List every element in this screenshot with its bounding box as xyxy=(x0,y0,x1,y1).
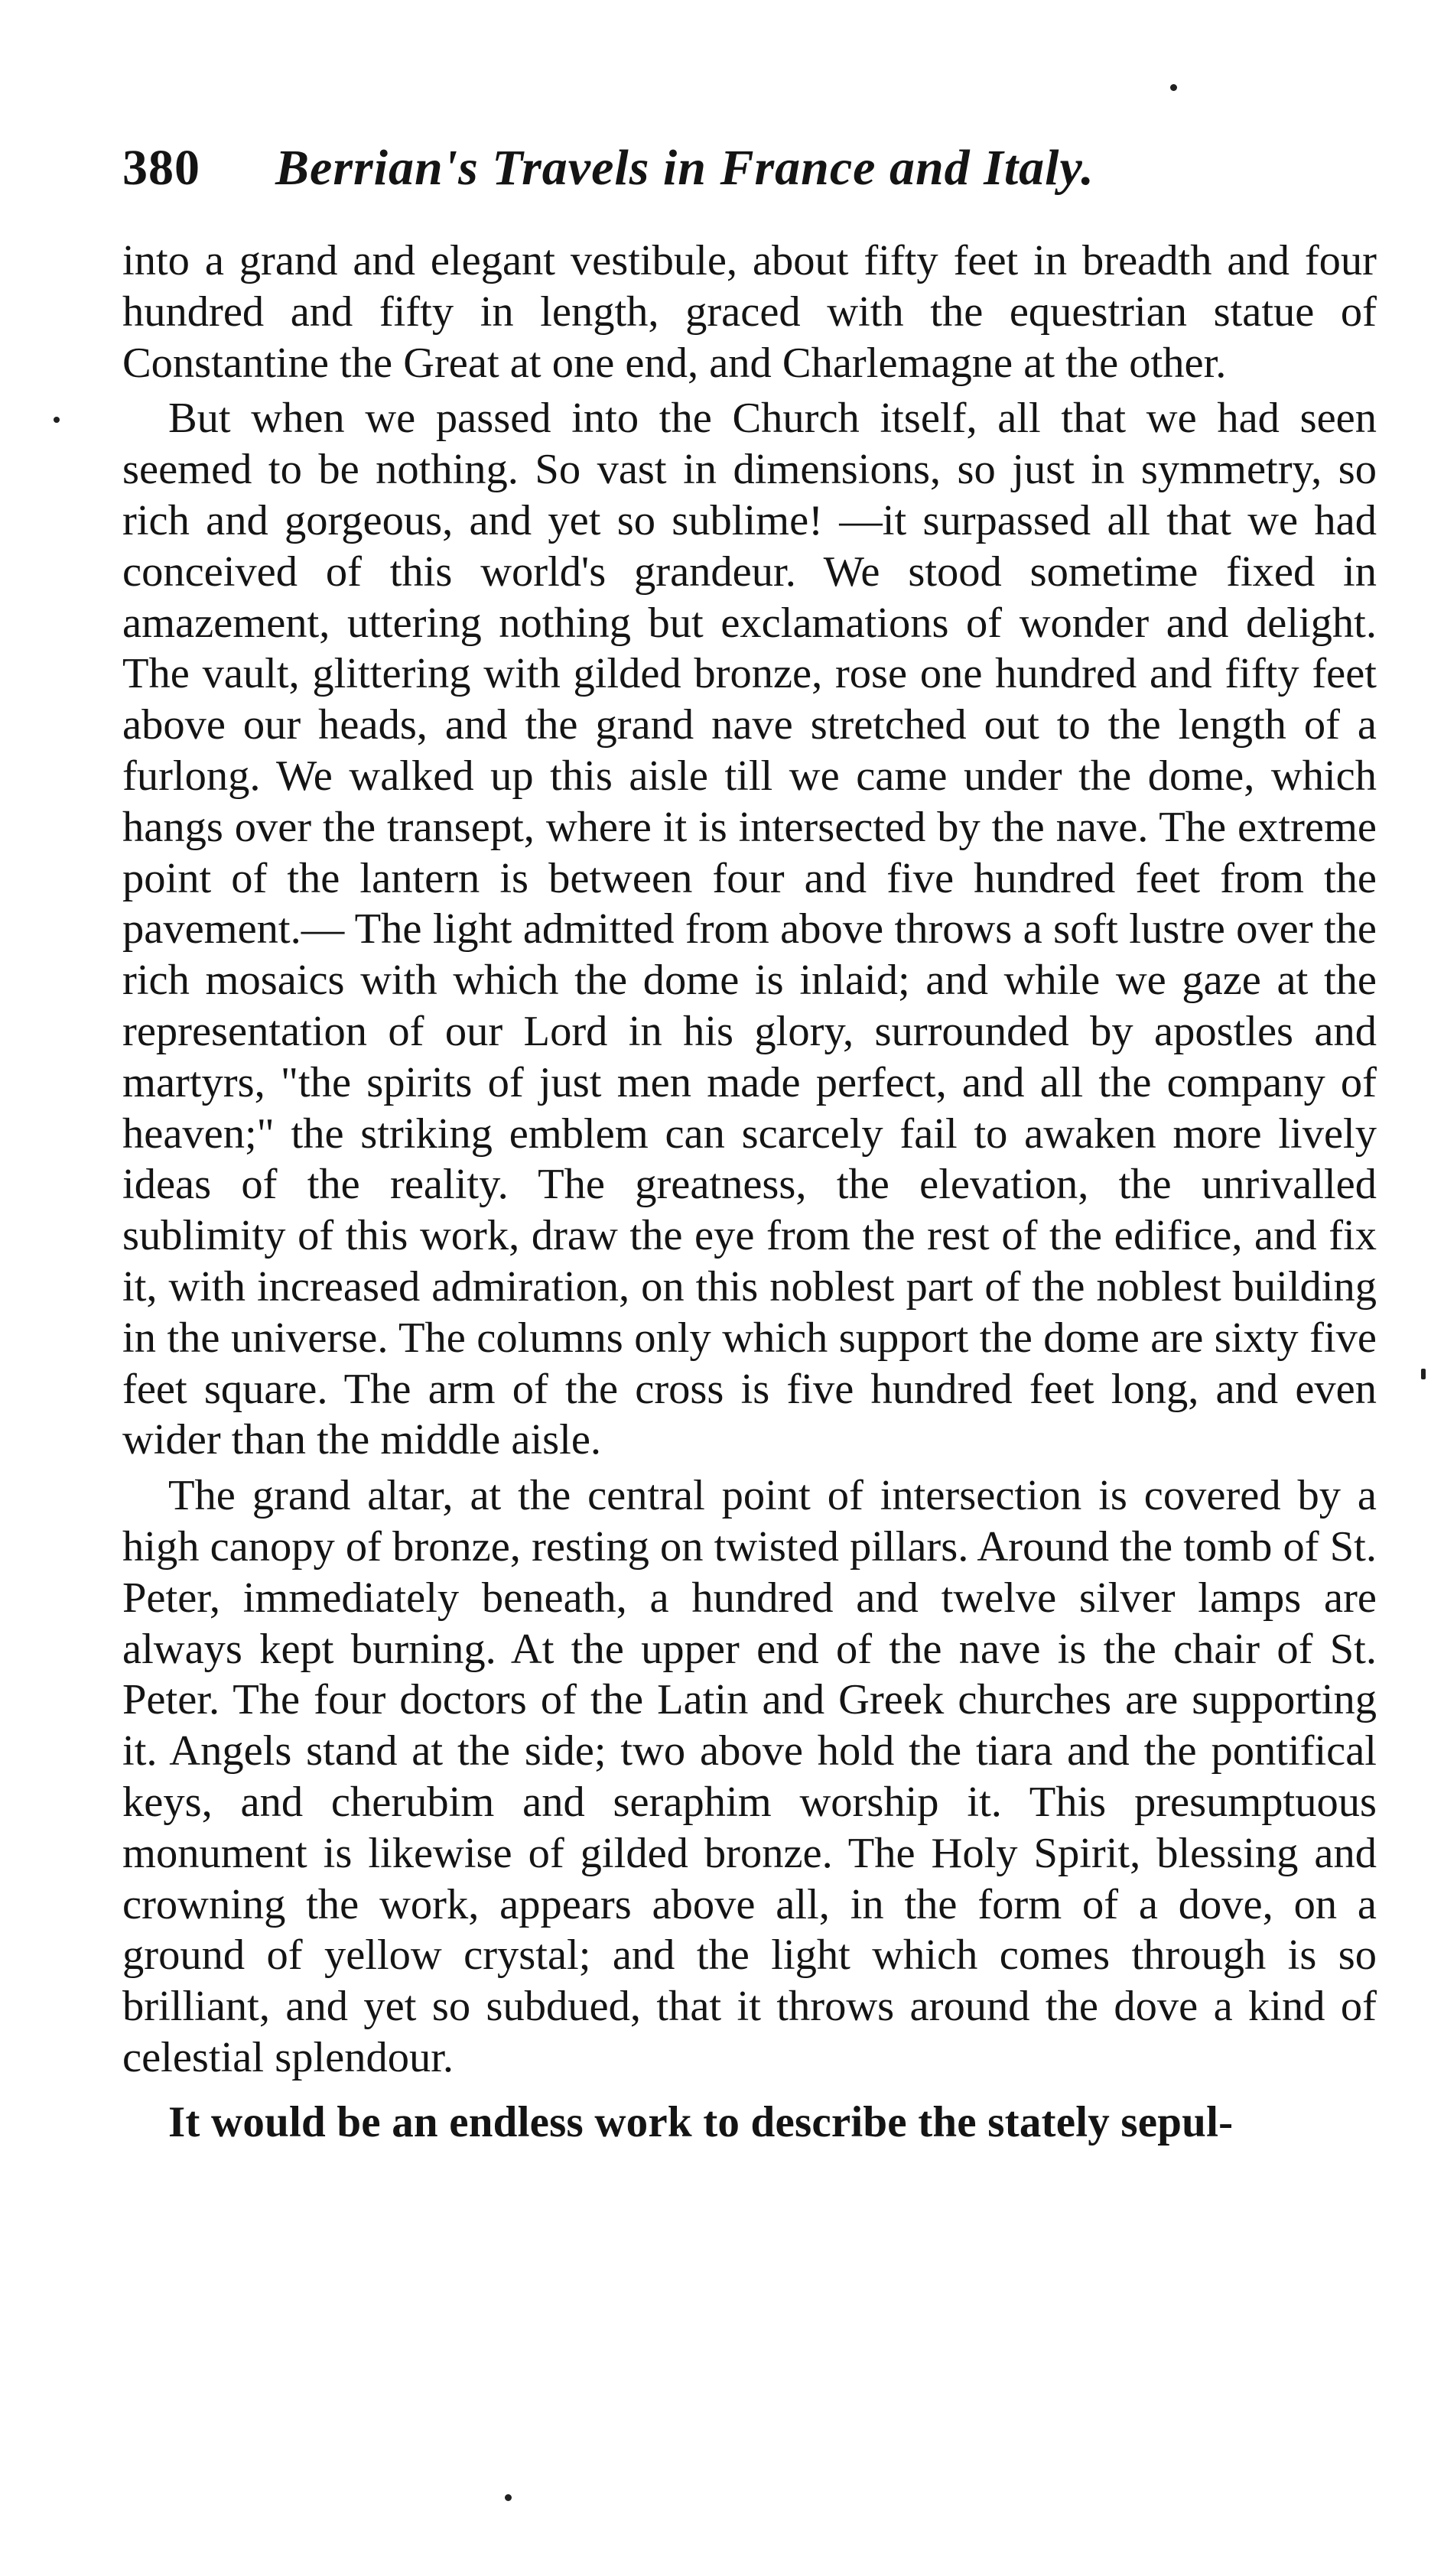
paragraph: But when we passed into the Church itself, all that we had seen seemed to be nothing. So vast in dimensions, so just in symmetry, so rich and gorgeous, and yet so sublime! —it surpassed all that we had conceived of this world's grandeur. We stood sometime fixed in amazement, uttering nothing but exclamations of wonder and delight. The vault, glittering with gilded bronze, rose one hundred and fifty feet above our heads, and the grand nave stretched out to the length of a furlong. We walked up this aisle till we came under the dome, which hangs over the transept, where it is intersected by the nave. The extreme point of the lantern is between four and five hundred feet from the pavement.— The light admitted from above throws a soft lustre over the rich mosaics with which the dome is inlaid; and while we gaze at the representation of our Lord in his glory, surrounded by apostles and martyrs, "the spirits of just men made perfect, and all the company of heaven;" the striking emblem can scarcely fail to awaken more lively ideas of the reality. The greatness, the elevation, the unrivalled sublimity of this work, draw the eye from the rest of the edifice, and fix it, with increased admiration, on this noblest part of the noblest building in the universe. The columns only which support the dome are sixty five feet square. The arm of the cross is five hundred feet long, and even wider than the middle aisle. xyxy=(122,395,1377,1464)
ink-speck xyxy=(505,2494,512,2501)
ink-speck xyxy=(54,417,60,423)
body-text xyxy=(122,236,1377,2148)
book-page xyxy=(122,138,1377,2148)
running-head xyxy=(122,138,1377,199)
ink-speck xyxy=(1421,1369,1426,1379)
paragraph: The grand altar, at the central point of intersection is covered by a high canopy of bronze, resting on twisted pillars. Around the tomb of St. Peter, immediately beneath, a hundred and twelve silver lamps are always kept burning. At the upper end of the nave is the chair of St. Peter. The four doctors of the Latin and Greek churches are supporting it. Angels stand at the side; two above hold the tiara and the pontifical keys, and cherubim and seraphim worship it. This presumptuous monument is likewise of gilded bronze. The Holy Spirit, blessing and crowning the work, appears above all, in the form of a dove, on a ground of yellow crystal; and the light which comes through is so brilliant, and yet so subdued, that it throws around the dove a kind of celestial splendour. xyxy=(122,1472,1377,2081)
paragraph-continued: into a grand and elegant vestibule, about fifty feet in breadth and four hundred and fifty in length, graced with the equestrian statue of Constantine the Great at one end, and Charlemagne at the other. xyxy=(122,237,1377,387)
running-title: Berrian's Travels in France and Italy. xyxy=(275,140,1094,196)
ink-speck xyxy=(1170,84,1177,91)
page-number: 380 xyxy=(122,140,200,196)
paragraph-continues: It would be an endless work to describe the stately sepul- xyxy=(168,2097,1234,2146)
